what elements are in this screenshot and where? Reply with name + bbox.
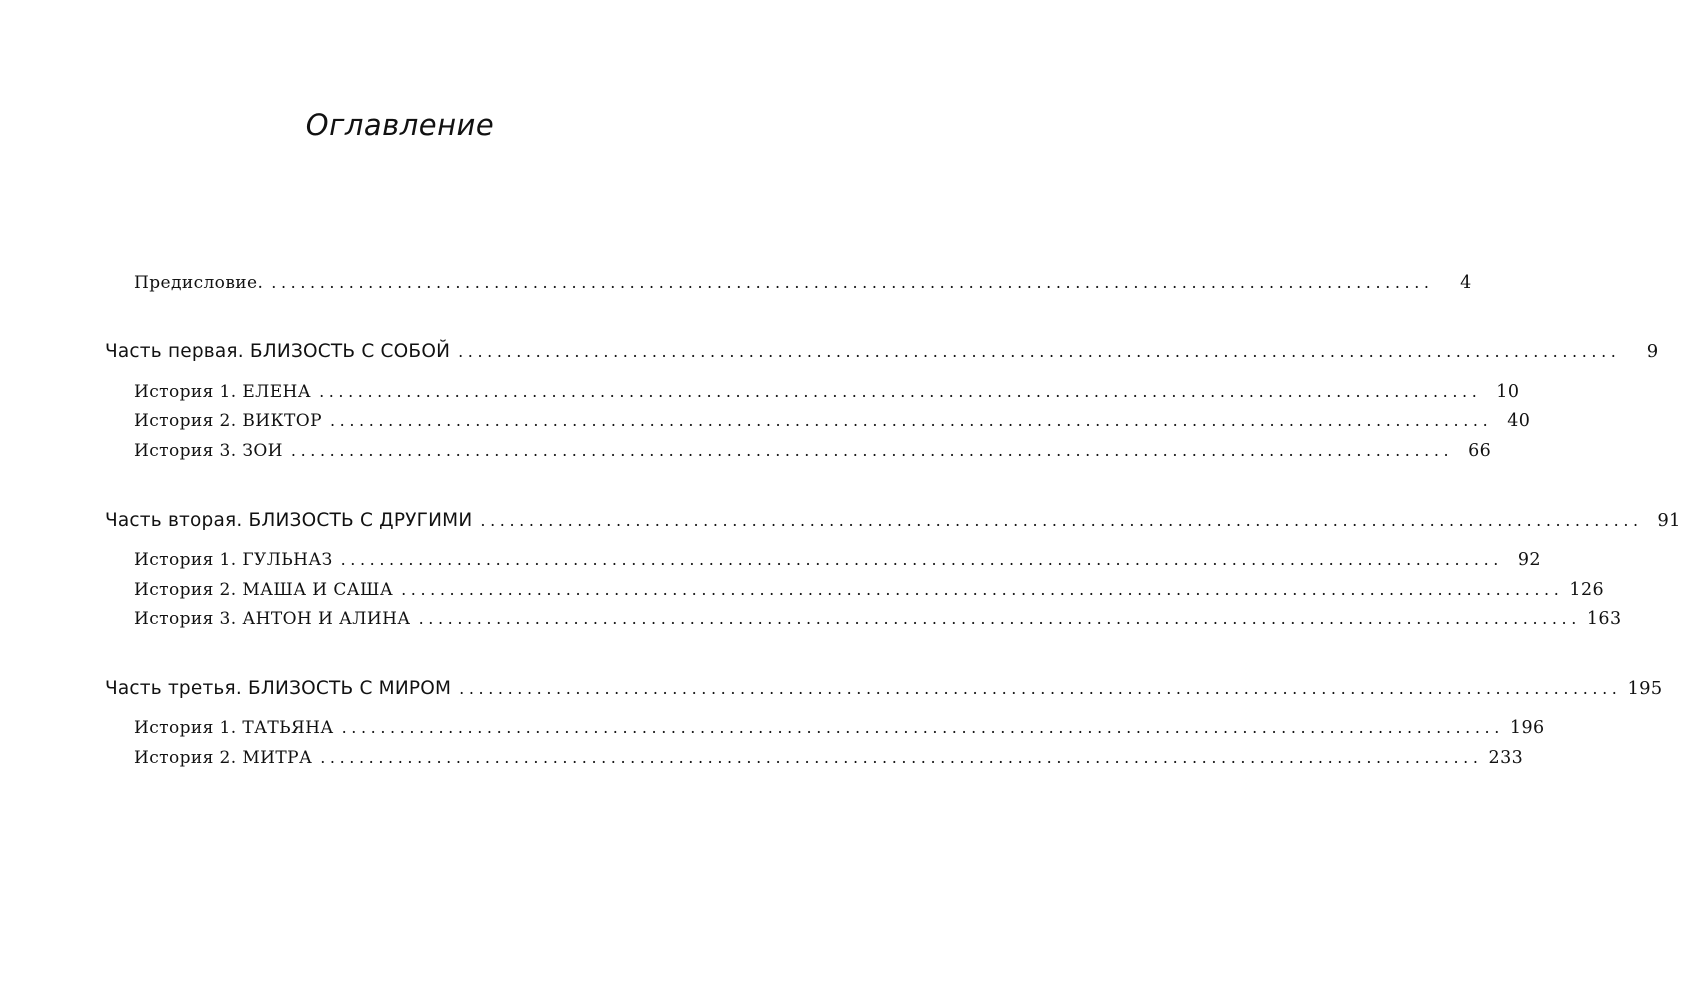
dot-leader: ........................................................................................................................ [401,580,1564,599]
toc-entry-label: История 3. АНТОН И АЛИНА [134,609,411,629]
toc-entry-preface [134,273,1472,293]
toc-part-2 [105,510,1681,531]
toc-entry [134,609,1622,629]
toc-entry-label: История 2. МИТРА [134,748,313,768]
toc-entry-label: История 2. МАША И САША [134,580,394,600]
dot-leader: ........................................................................................................................ [341,718,1504,737]
toc-entry [134,411,1531,431]
toc-page-number: 126 [1569,580,1605,600]
toc-part-3 [105,678,1663,699]
dot-leader: ........................................................................................................................ [480,511,1643,530]
toc-part-1 [105,341,1659,362]
dot-leader: ........................................................................................................................ [271,273,1434,292]
toc-page-number: 9 [1646,341,1659,362]
toc-entry [134,382,1520,402]
toc-entry-label: История 1. ГУЛЬНАЗ [134,550,333,570]
toc-page-number: 4 [1460,273,1472,293]
toc-page-number: 10 [1496,382,1520,402]
toc-page-number: 196 [1509,718,1545,738]
toc-page-number: 92 [1517,550,1541,570]
toc-part-label: Часть первая. БЛИЗОСТЬ С СОБОЙ [105,341,451,362]
toc-page-number: 40 [1507,411,1531,431]
toc-part-label: Часть вторая. БЛИЗОСТЬ С ДРУГИМИ [105,510,473,531]
toc-entry [134,550,1541,570]
dot-leader: ........................................................................................................................ [418,609,1581,628]
toc-entry [134,580,1605,600]
toc-entry-label: История 1. ТАТЬЯНА [134,718,334,738]
toc-page-number: 91 [1657,510,1681,531]
dot-leader: ........................................................................................................................ [458,342,1621,361]
toc-page-number: 163 [1586,609,1622,629]
dot-leader: ........................................................................................................................ [319,382,1482,401]
toc-entry-label: История 3. ЗОИ [134,441,283,461]
toc-entry-label: Предисловие. [134,273,264,293]
dot-leader: ........................................................................................................................ [459,679,1622,698]
toc-entry-label: История 2. ВИКТОР [134,411,322,431]
toc-page-number: 66 [1468,441,1492,461]
dot-leader: ........................................................................................................................ [340,550,1503,569]
dot-leader: ........................................................................................................................ [290,441,1454,460]
toc-entry [134,748,1524,768]
toc-part-label: Часть третья. БЛИЗОСТЬ С МИРОМ [105,678,452,699]
toc-entry [134,718,1545,738]
toc-entry [134,441,1492,461]
dot-leader: ........................................................................................................................ [320,748,1483,767]
toc-page-number: 195 [1627,678,1663,699]
page-title: Оглавление [305,108,495,142]
toc-entry-label: История 1. ЕЛЕНА [134,382,312,402]
toc-page-number: 233 [1488,748,1524,768]
dot-leader: ........................................................................................................................ [329,411,1493,430]
